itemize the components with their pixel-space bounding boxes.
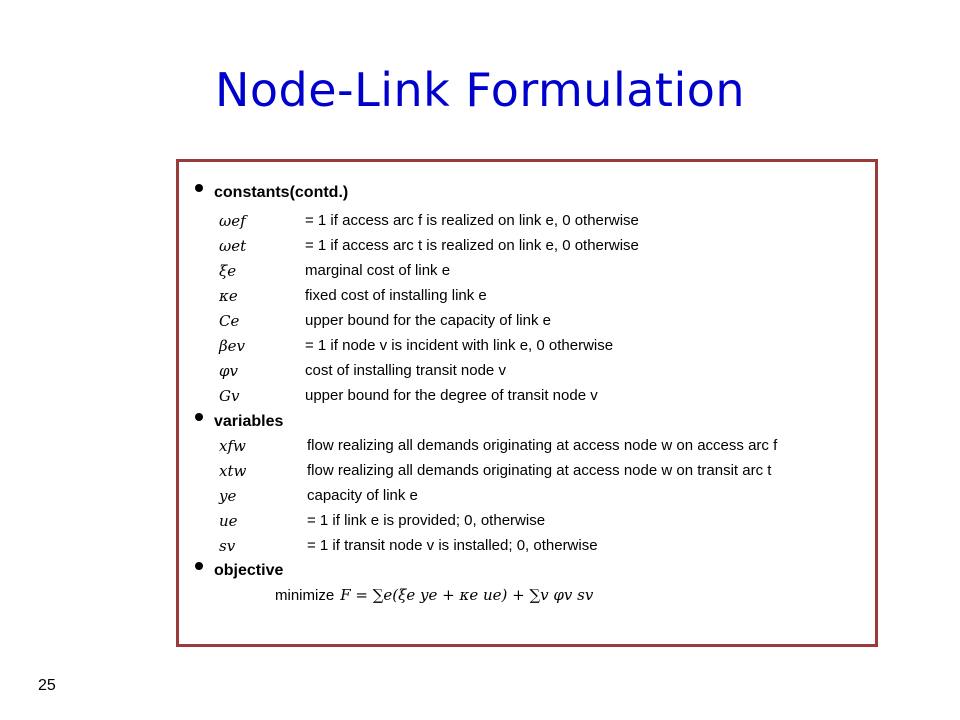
slide-title: Node-Link Formulation — [214, 63, 746, 117]
bullet-dot-icon — [195, 413, 203, 421]
variable-symbol: xfw — [219, 437, 246, 455]
constant-description: cost of installing transit node v — [305, 362, 506, 379]
constants-heading-label: constants(contd.) — [214, 184, 349, 201]
objective-heading-label: objective — [214, 562, 284, 579]
variable-symbol: sv — [219, 537, 236, 555]
objective-line — [275, 582, 593, 609]
content-box — [176, 159, 878, 647]
variables-heading-label: variables — [214, 413, 284, 430]
constant-description: fixed cost of installing link e — [305, 287, 487, 304]
constant-description: marginal cost of link e — [305, 262, 451, 279]
constant-description: = 1 if access arc t is realized on link e, 0 otherwise — [305, 237, 639, 254]
constant-description: = 1 if access arc f is realized on link e, 0 otherwise — [305, 212, 639, 229]
constant-description: = 1 if node v is incident with link e, 0 otherwise — [305, 337, 614, 354]
variables-heading — [195, 411, 283, 433]
constant-symbol: φv — [219, 362, 238, 380]
bullet-dot-icon — [195, 184, 203, 192]
constants-heading — [195, 182, 348, 204]
variable-symbol: ye — [219, 487, 237, 505]
variable-symbol: xtw — [219, 462, 247, 480]
constant-symbol: ωef — [219, 212, 246, 230]
constant-symbol: Gv — [219, 387, 240, 405]
constant-description: upper bound for the capacity of link e — [305, 312, 551, 329]
variable-description: = 1 if link e is provided; 0, otherwise — [307, 512, 546, 529]
objective-formula: F = ∑e(ξe ye + κe ue) + ∑v φv sv — [340, 586, 594, 604]
constant-symbol: ωet — [219, 237, 247, 255]
variable-description: capacity of link e — [307, 487, 418, 504]
variable-symbol: ue — [219, 512, 238, 530]
objective-label: minimize — [275, 587, 335, 604]
variable-description: = 1 if transit node v is installed; 0, otherwise — [307, 537, 598, 554]
constant-symbol: ξe — [219, 262, 237, 280]
constant-description: upper bound for the degree of transit node v — [305, 387, 598, 404]
bullet-dot-icon — [195, 562, 203, 570]
page-number: 25 — [38, 677, 56, 694]
variable-description: flow realizing all demands originating at access node w on access arc f — [307, 437, 778, 454]
variable-description: flow realizing all demands originating at access node w on transit arc t — [307, 462, 772, 479]
objective-heading — [195, 560, 283, 582]
constant-symbol: κe — [219, 287, 238, 305]
constant-symbol: Ce — [219, 312, 240, 330]
constant-symbol: βev — [219, 337, 246, 355]
